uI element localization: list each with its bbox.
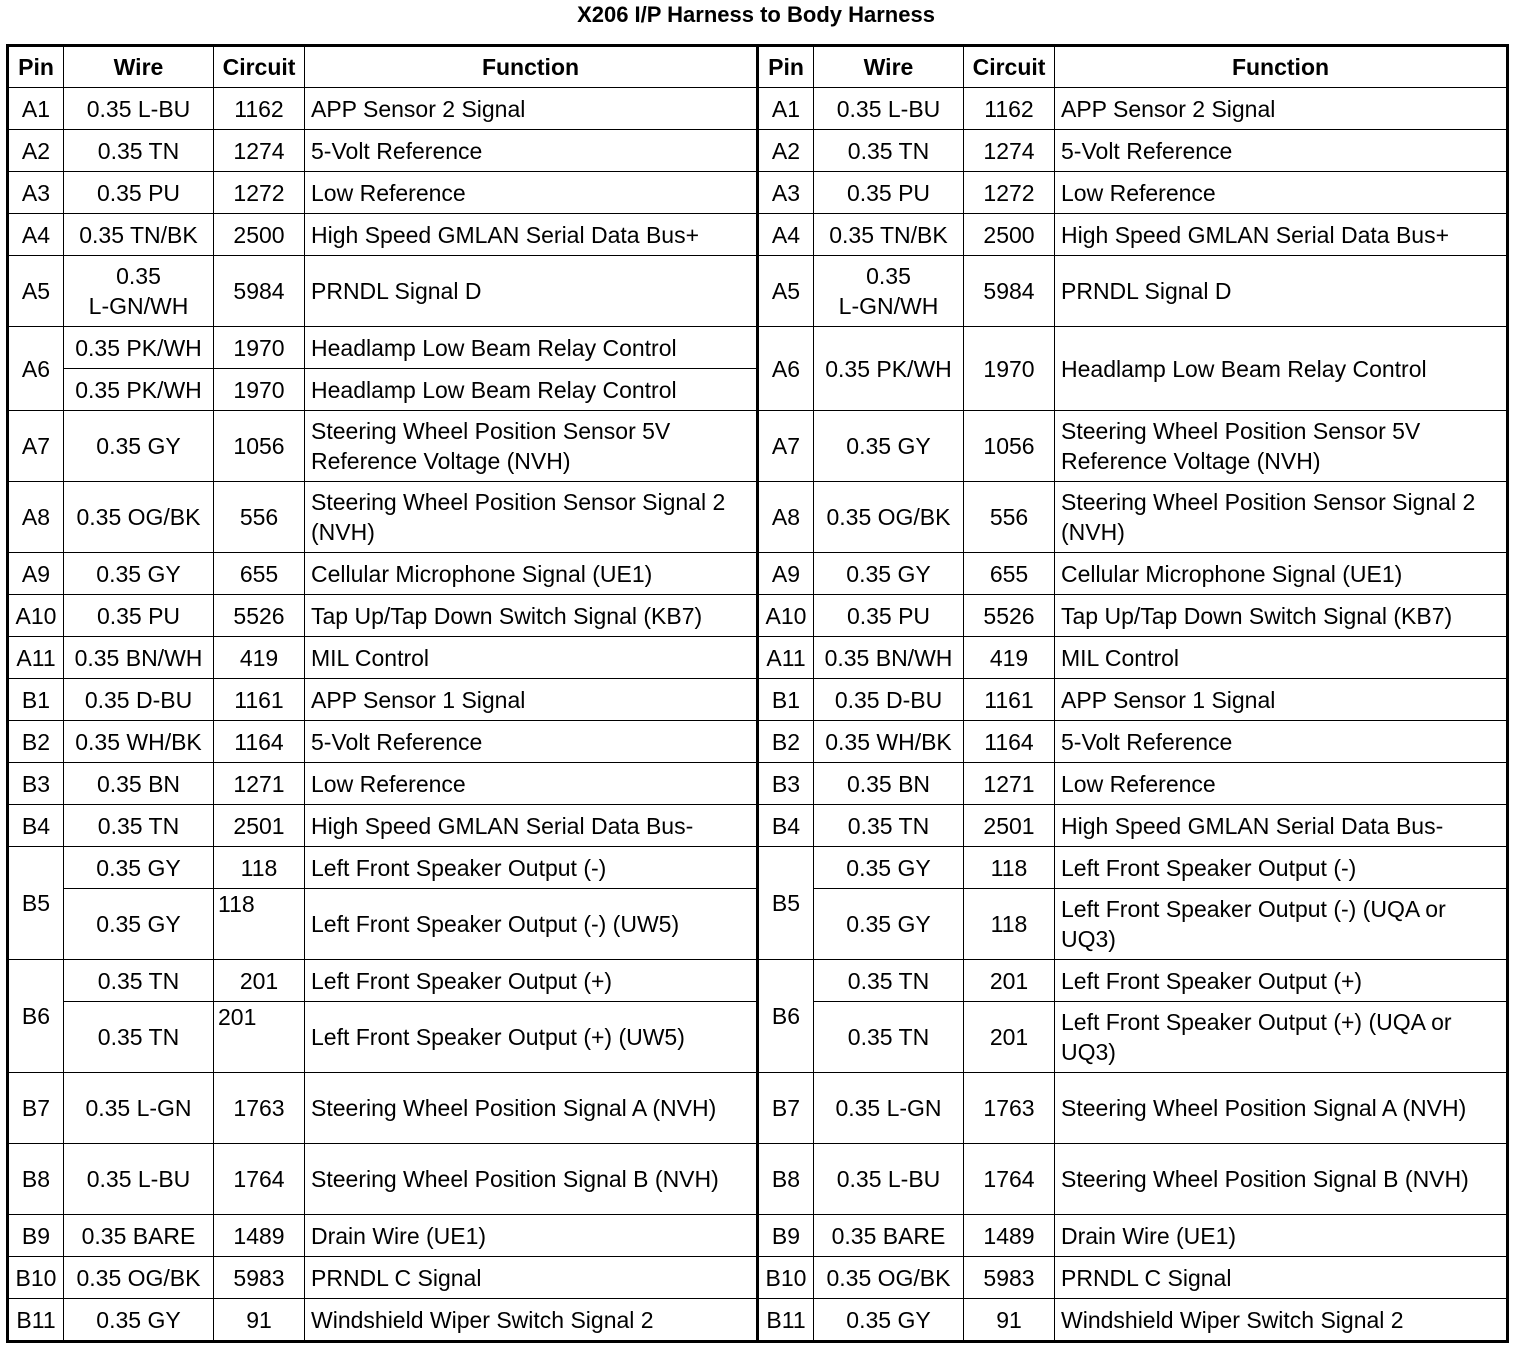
header-pin: Pin <box>8 46 64 88</box>
function-cell: High Speed GMLAN Serial Data Bus+ <box>305 214 758 256</box>
pin-cell: B2 <box>758 721 814 763</box>
function-cell: Left Front Speaker Output (+) <box>1055 960 1508 1002</box>
function-cell: Tap Up/Tap Down Switch Signal (KB7) <box>305 595 758 637</box>
circuit-cell: 91 <box>964 1299 1055 1342</box>
circuit-cell: 1970 <box>214 369 305 411</box>
circuit-cell: 2500 <box>964 214 1055 256</box>
pin-cell: B10 <box>8 1257 64 1299</box>
function-cell: Steering Wheel Position Sensor 5V Reference Voltage (NVH) <box>1055 411 1508 482</box>
circuit-cell: 1056 <box>964 411 1055 482</box>
function-cell: Low Reference <box>1055 172 1508 214</box>
table-row <box>8 1073 1508 1144</box>
pin-cell: B9 <box>8 1215 64 1257</box>
circuit-cell: 419 <box>214 637 305 679</box>
function-cell: PRNDL Signal D <box>1055 256 1508 327</box>
circuit-cell: 1274 <box>214 130 305 172</box>
wire-cell <box>64 256 214 327</box>
wire-cell: 0.35 OG/BK <box>64 482 214 553</box>
wire-cell: 0.35 D-BU <box>64 679 214 721</box>
pin-cell: B4 <box>758 805 814 847</box>
circuit-cell: 1764 <box>964 1144 1055 1215</box>
pin-cell: B7 <box>758 1073 814 1144</box>
table-row <box>8 1257 1508 1299</box>
pin-cell: B10 <box>758 1257 814 1299</box>
function-cell: 5-Volt Reference <box>1055 130 1508 172</box>
pin-cell: A4 <box>758 214 814 256</box>
circuit-cell: 1272 <box>214 172 305 214</box>
pin-cell: A6 <box>758 327 814 411</box>
header-wire: Wire <box>64 46 214 88</box>
function-cell: High Speed GMLAN Serial Data Bus- <box>1055 805 1508 847</box>
wire-cell: 0.35 OG/BK <box>814 1257 964 1299</box>
circuit-cell: 118 <box>964 889 1055 960</box>
wire-line: L-GN/WH <box>838 293 939 319</box>
wire-cell: 0.35 L-GN <box>814 1073 964 1144</box>
pin-cell: B1 <box>8 679 64 721</box>
circuit-cell: 556 <box>964 482 1055 553</box>
circuit-cell: 1162 <box>964 88 1055 130</box>
pin-cell: A4 <box>8 214 64 256</box>
function-cell: PRNDL C Signal <box>305 1257 758 1299</box>
circuit-cell: 5526 <box>214 595 305 637</box>
pin-cell: B4 <box>8 805 64 847</box>
circuit-cell: 1056 <box>214 411 305 482</box>
pin-cell: A1 <box>758 88 814 130</box>
wire-cell: 0.35 GY <box>814 889 964 960</box>
wire-cell: 0.35 L-BU <box>814 1144 964 1215</box>
circuit-cell: 1970 <box>214 327 305 369</box>
function-cell: Drain Wire (UE1) <box>1055 1215 1508 1257</box>
function-cell: APP Sensor 1 Signal <box>1055 679 1508 721</box>
circuit-cell: 91 <box>214 1299 305 1342</box>
wire-cell: 0.35 TN <box>814 1002 964 1073</box>
table-row <box>8 679 1508 721</box>
pin-cell: A11 <box>758 637 814 679</box>
wire-cell: 0.35 PU <box>814 172 964 214</box>
pin-cell: A8 <box>8 482 64 553</box>
wire-cell: 0.35 OG/BK <box>814 482 964 553</box>
table-row <box>8 327 1508 369</box>
pin-cell: B8 <box>758 1144 814 1215</box>
header-circuit: Circuit <box>214 46 305 88</box>
wire-cell: 0.35 GY <box>814 411 964 482</box>
wire-cell: 0.35 PK/WH <box>64 327 214 369</box>
wire-cell: 0.35 GY <box>814 553 964 595</box>
wire-cell: 0.35 GY <box>64 889 214 960</box>
circuit-cell: 5983 <box>214 1257 305 1299</box>
function-cell: Steering Wheel Position Sensor 5V Reference Voltage (NVH) <box>305 411 758 482</box>
header-function: Function <box>1055 46 1508 88</box>
function-cell: 5-Volt Reference <box>305 721 758 763</box>
wire-cell: 0.35 BN <box>814 763 964 805</box>
function-cell: Left Front Speaker Output (+) (UW5) <box>305 1002 758 1073</box>
function-cell: Left Front Speaker Output (+) (UQA or UQ3) <box>1055 1002 1508 1073</box>
function-cell: MIL Control <box>1055 637 1508 679</box>
wire-cell: 0.35 BN/WH <box>64 637 214 679</box>
wire-cell: 0.35 TN <box>814 130 964 172</box>
circuit-cell: 201 <box>214 1002 305 1073</box>
circuit-cell: 5984 <box>214 256 305 327</box>
circuit-cell: 2501 <box>214 805 305 847</box>
wire-cell: 0.35 TN <box>64 960 214 1002</box>
pin-cell: B6 <box>758 960 814 1073</box>
wire-cell: 0.35 TN <box>64 805 214 847</box>
function-cell: Steering Wheel Position Signal B (NVH) <box>1055 1144 1508 1215</box>
table-row <box>8 172 1508 214</box>
wire-cell: 0.35 TN <box>814 960 964 1002</box>
function-cell: PRNDL Signal D <box>305 256 758 327</box>
function-cell: APP Sensor 2 Signal <box>1055 88 1508 130</box>
circuit-cell: 655 <box>964 553 1055 595</box>
function-cell: Steering Wheel Position Signal B (NVH) <box>305 1144 758 1215</box>
circuit-cell: 201 <box>214 960 305 1002</box>
pin-cell: B3 <box>8 763 64 805</box>
wire-cell: 0.35 L-BU <box>814 88 964 130</box>
wire-cell: 0.35 GY <box>64 411 214 482</box>
circuit-cell: 655 <box>214 553 305 595</box>
circuit-cell: 201 <box>964 1002 1055 1073</box>
table-row <box>8 88 1508 130</box>
circuit-cell: 1162 <box>214 88 305 130</box>
circuit-cell: 2501 <box>964 805 1055 847</box>
wire-cell: 0.35 WH/BK <box>814 721 964 763</box>
wire-cell: 0.35 PU <box>64 172 214 214</box>
wire-cell: 0.35 L-BU <box>64 88 214 130</box>
circuit-cell: 1271 <box>964 763 1055 805</box>
function-cell: Left Front Speaker Output (-) (UW5) <box>305 889 758 960</box>
function-cell: APP Sensor 2 Signal <box>305 88 758 130</box>
table-row <box>8 637 1508 679</box>
function-cell: Low Reference <box>305 763 758 805</box>
table-row <box>8 1215 1508 1257</box>
function-cell: Left Front Speaker Output (-) (UQA or UQ3) <box>1055 889 1508 960</box>
pin-cell: B5 <box>758 847 814 960</box>
table-row <box>8 960 1508 1002</box>
wire-cell: 0.35 D-BU <box>814 679 964 721</box>
wire-cell: 0.35 PK/WH <box>814 327 964 411</box>
table-row <box>8 214 1508 256</box>
wire-cell: 0.35 L-GN <box>64 1073 214 1144</box>
pin-cell: A7 <box>758 411 814 482</box>
table-row <box>8 595 1508 637</box>
function-cell: MIL Control <box>305 637 758 679</box>
circuit-cell: 1763 <box>214 1073 305 1144</box>
circuit-cell: 1489 <box>964 1215 1055 1257</box>
table-title: X206 I/P Harness to Body Harness <box>577 2 935 27</box>
wire-cell: 0.35 OG/BK <box>64 1257 214 1299</box>
wire-cell: 0.35 BN/WH <box>814 637 964 679</box>
function-cell: Steering Wheel Position Sensor Signal 2 (NVH) <box>305 482 758 553</box>
function-cell: Headlamp Low Beam Relay Control <box>305 327 758 369</box>
table-row <box>8 130 1508 172</box>
function-cell: High Speed GMLAN Serial Data Bus+ <box>1055 214 1508 256</box>
wire-cell: 0.35 BN <box>64 763 214 805</box>
function-cell: 5-Volt Reference <box>305 130 758 172</box>
circuit-cell: 2500 <box>214 214 305 256</box>
function-cell: Headlamp Low Beam Relay Control <box>305 369 758 411</box>
table-row <box>8 553 1508 595</box>
circuit-cell: 201 <box>964 960 1055 1002</box>
function-cell: Steering Wheel Position Signal A (NVH) <box>305 1073 758 1144</box>
function-cell: Left Front Speaker Output (+) <box>305 960 758 1002</box>
function-cell: Low Reference <box>305 172 758 214</box>
function-cell: PRNDL C Signal <box>1055 1257 1508 1299</box>
function-cell: Cellular Microphone Signal (UE1) <box>305 553 758 595</box>
pin-cell: B2 <box>8 721 64 763</box>
pin-cell: B9 <box>758 1215 814 1257</box>
circuit-cell: 1161 <box>964 679 1055 721</box>
pin-cell: B11 <box>758 1299 814 1342</box>
table-row <box>8 847 1508 889</box>
pin-cell: A8 <box>758 482 814 553</box>
wire-cell: 0.35 L-BU <box>64 1144 214 1215</box>
header-circuit: Circuit <box>964 46 1055 88</box>
wire-line: 0.35 <box>116 263 161 289</box>
pin-cell: A2 <box>8 130 64 172</box>
wire-cell: 0.35 GY <box>814 847 964 889</box>
pin-cell: A1 <box>8 88 64 130</box>
function-cell: Cellular Microphone Signal (UE1) <box>1055 553 1508 595</box>
wire-cell: 0.35 TN <box>64 1002 214 1073</box>
circuit-cell: 1164 <box>214 721 305 763</box>
circuit-cell: 1763 <box>964 1073 1055 1144</box>
pin-cell: A5 <box>758 256 814 327</box>
wire-cell: 0.35 GY <box>64 553 214 595</box>
function-cell: Steering Wheel Position Signal A (NVH) <box>1055 1073 1508 1144</box>
pin-cell: A9 <box>758 553 814 595</box>
function-cell: Left Front Speaker Output (-) <box>305 847 758 889</box>
circuit-cell: 5984 <box>964 256 1055 327</box>
pin-cell: A11 <box>8 637 64 679</box>
circuit-cell: 1970 <box>964 327 1055 411</box>
function-cell: Drain Wire (UE1) <box>305 1215 758 1257</box>
table-row <box>8 1299 1508 1342</box>
circuit-cell: 1489 <box>214 1215 305 1257</box>
circuit-cell: 118 <box>214 847 305 889</box>
circuit-cell: 1274 <box>964 130 1055 172</box>
wire-cell: 0.35 TN/BK <box>814 214 964 256</box>
wire-cell <box>814 256 964 327</box>
pin-cell: A3 <box>758 172 814 214</box>
pin-cell: B1 <box>758 679 814 721</box>
table-row <box>8 721 1508 763</box>
pin-cell: B8 <box>8 1144 64 1215</box>
function-cell: Tap Up/Tap Down Switch Signal (KB7) <box>1055 595 1508 637</box>
pin-cell: B3 <box>758 763 814 805</box>
pin-cell: B6 <box>8 960 64 1073</box>
circuit-cell: 1161 <box>214 679 305 721</box>
wire-cell: 0.35 PU <box>814 595 964 637</box>
function-cell: Windshield Wiper Switch Signal 2 <box>1055 1299 1508 1342</box>
pin-cell: A10 <box>758 595 814 637</box>
table-row <box>8 805 1508 847</box>
circuit-cell: 419 <box>964 637 1055 679</box>
circuit-cell: 5526 <box>964 595 1055 637</box>
table-row <box>8 411 1508 482</box>
wire-line: L-GN/WH <box>88 293 189 319</box>
wire-cell: 0.35 BARE <box>814 1215 964 1257</box>
pin-cell: B7 <box>8 1073 64 1144</box>
wire-cell: 0.35 PU <box>64 595 214 637</box>
wire-cell: 0.35 TN <box>64 130 214 172</box>
circuit-cell: 1271 <box>214 763 305 805</box>
table-row <box>8 1144 1508 1215</box>
pin-cell: A6 <box>8 327 64 411</box>
header-row <box>8 46 1508 88</box>
wire-line: 0.35 <box>866 263 911 289</box>
circuit-cell: 5983 <box>964 1257 1055 1299</box>
header-function: Function <box>305 46 758 88</box>
circuit-cell: 556 <box>214 482 305 553</box>
function-cell: Low Reference <box>1055 763 1508 805</box>
table-row <box>8 482 1508 553</box>
wire-cell: 0.35 WH/BK <box>64 721 214 763</box>
pin-cell: B11 <box>8 1299 64 1342</box>
circuit-cell: 118 <box>964 847 1055 889</box>
circuit-cell: 1164 <box>964 721 1055 763</box>
wire-cell: 0.35 TN <box>814 805 964 847</box>
circuit-cell: 1764 <box>214 1144 305 1215</box>
wire-cell: 0.35 TN/BK <box>64 214 214 256</box>
pin-cell: A10 <box>8 595 64 637</box>
function-cell: Left Front Speaker Output (-) <box>1055 847 1508 889</box>
table-row <box>8 256 1508 327</box>
circuit-cell: 1272 <box>964 172 1055 214</box>
wire-cell: 0.35 BARE <box>64 1215 214 1257</box>
pin-cell: A9 <box>8 553 64 595</box>
function-cell: Headlamp Low Beam Relay Control <box>1055 327 1508 411</box>
pin-cell: A7 <box>8 411 64 482</box>
table-row <box>8 763 1508 805</box>
circuit-cell: 118 <box>214 889 305 960</box>
header-wire: Wire <box>814 46 964 88</box>
wire-cell: 0.35 PK/WH <box>64 369 214 411</box>
pinout-table <box>6 44 1509 1343</box>
function-cell: APP Sensor 1 Signal <box>305 679 758 721</box>
wire-cell: 0.35 GY <box>64 847 214 889</box>
function-cell: Steering Wheel Position Sensor Signal 2 (NVH) <box>1055 482 1508 553</box>
pin-cell: A5 <box>8 256 64 327</box>
function-cell: High Speed GMLAN Serial Data Bus- <box>305 805 758 847</box>
pin-cell: A2 <box>758 130 814 172</box>
function-cell: Windshield Wiper Switch Signal 2 <box>305 1299 758 1342</box>
wire-cell: 0.35 GY <box>814 1299 964 1342</box>
pin-cell: B5 <box>8 847 64 960</box>
header-pin: Pin <box>758 46 814 88</box>
pin-cell: A3 <box>8 172 64 214</box>
function-cell: 5-Volt Reference <box>1055 721 1508 763</box>
wire-cell: 0.35 GY <box>64 1299 214 1342</box>
